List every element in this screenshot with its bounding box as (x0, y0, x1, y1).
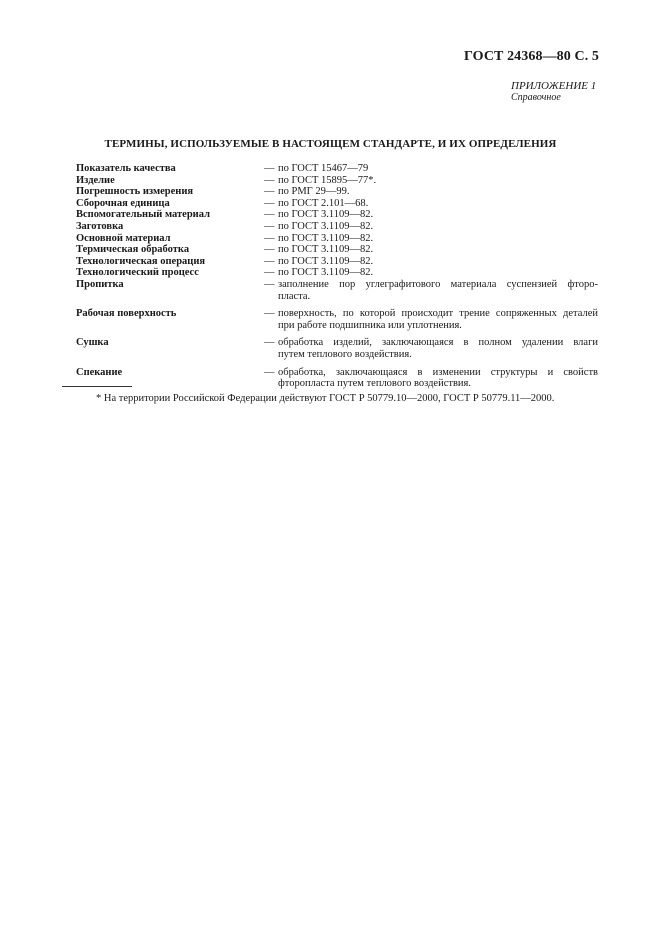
term-row (76, 186, 598, 198)
term-definition-line: обработка, заключающаяся в изменении структуры и свойств (278, 366, 598, 378)
term-row (76, 367, 598, 390)
footnote: * На территории Российской Федерации действуют ГОСТ Р 50779.10—2000, ГОСТ Р 50779.11—2000. (96, 393, 555, 404)
term-name: Технологический процесс (76, 267, 199, 279)
term-name: Показатель качества (76, 163, 176, 174)
term-definition-line: по ГОСТ 3.1109—82. (278, 220, 374, 232)
term-dash: — (264, 220, 275, 232)
term-row (76, 233, 598, 245)
term-definition-line: обработка изделий, заключающаяся в полном удалении влаги (278, 337, 598, 349)
term-definition (278, 256, 598, 268)
appendix-subtitle: Справочное (511, 92, 561, 103)
term-definition-line: по ГОСТ 15467—79 (278, 163, 369, 174)
term-definition (278, 163, 598, 175)
term-row (76, 198, 598, 210)
term-definition-line: пласта. (278, 290, 311, 302)
term-dash: — (264, 244, 275, 256)
term-dash: — (264, 232, 275, 244)
term-definition-line: по ГОСТ 3.1109—82. (278, 244, 374, 256)
term-definition-line: по ГОСТ 3.1109—82. (278, 267, 374, 279)
term-definition (278, 198, 598, 210)
term-name: Рабочая поверхность (76, 308, 177, 320)
term-row (76, 256, 598, 268)
term-definition (278, 175, 598, 187)
term-definition-line: путем теплового воздействия. (278, 348, 412, 360)
term-dash: — (264, 278, 275, 290)
term-definition (278, 308, 598, 331)
term-row (76, 267, 598, 279)
term-definition-line: по ГОСТ 3.1109—82. (278, 255, 374, 267)
term-name: Погрешность измерения (76, 186, 194, 198)
term-name: Спекание (76, 366, 123, 378)
term-dash: — (264, 255, 275, 267)
term-dash: — (264, 308, 275, 320)
term-dash: — (264, 163, 275, 174)
term-name: Заготовка (76, 220, 124, 232)
term-definition-line: по ГОСТ 3.1109—82. (278, 209, 374, 221)
term-name: Изделие (76, 174, 115, 186)
term-definition-line: по ГОСТ 2.101—68. (278, 197, 369, 209)
term-definition-line: заполнение пор углеграфитового материала суспензией фторо- (278, 278, 598, 290)
footnote-divider (62, 386, 132, 387)
term-row (76, 163, 598, 175)
term-definition (278, 367, 598, 390)
term-row (76, 209, 598, 221)
page-header: ГОСТ 24368—80 С. 5 (464, 49, 599, 64)
term-definition (278, 267, 598, 279)
term-dash: — (264, 174, 275, 186)
term-row (76, 221, 598, 233)
term-definition-line: фторопласта путем теплового воздействия. (278, 378, 471, 390)
term-definition-line: по РМГ 29—99. (278, 186, 350, 198)
term-name: Пропитка (76, 278, 124, 290)
terms-list (76, 163, 598, 396)
term-definition-line: по ГОСТ 15895—77*. (278, 174, 377, 186)
term-definition (278, 279, 598, 302)
term-name: Сборочная единица (76, 197, 170, 209)
term-row (76, 279, 598, 302)
term-definition (278, 233, 598, 245)
term-row (76, 244, 598, 256)
term-name: Основной материал (76, 232, 171, 244)
page-title: ТЕРМИНЫ, ИСПОЛЬЗУЕМЫЕ В НАСТОЯЩЕМ СТАНДАРТЕ, И ИХ ОПРЕДЕЛЕНИЯ (104, 138, 557, 150)
term-dash: — (264, 209, 275, 221)
term-definition (278, 209, 598, 221)
term-definition (278, 186, 598, 198)
term-name: Термическая обработка (76, 244, 190, 256)
term-row (76, 308, 598, 331)
term-row (76, 175, 598, 187)
term-definition-line: при работе подшипника или уплотнения. (278, 319, 462, 331)
term-definition-line: по ГОСТ 3.1109—82. (278, 232, 374, 244)
term-dash: — (264, 337, 275, 349)
term-definition (278, 221, 598, 233)
term-dash: — (264, 186, 275, 198)
term-definition (278, 244, 598, 256)
term-dash: — (264, 366, 275, 378)
term-dash: — (264, 197, 275, 209)
term-definition (278, 337, 598, 360)
term-dash: — (264, 267, 275, 279)
appendix-label: ПРИЛОЖЕНИЕ 1 (511, 80, 597, 92)
term-name: Технологическая операция (76, 255, 206, 267)
term-name: Сушка (76, 337, 109, 349)
term-definition-line: поверхность, по которой происходит трение сопряженных деталей (278, 308, 598, 320)
term-name: Вспомогательный материал (76, 209, 210, 221)
term-row (76, 337, 598, 360)
